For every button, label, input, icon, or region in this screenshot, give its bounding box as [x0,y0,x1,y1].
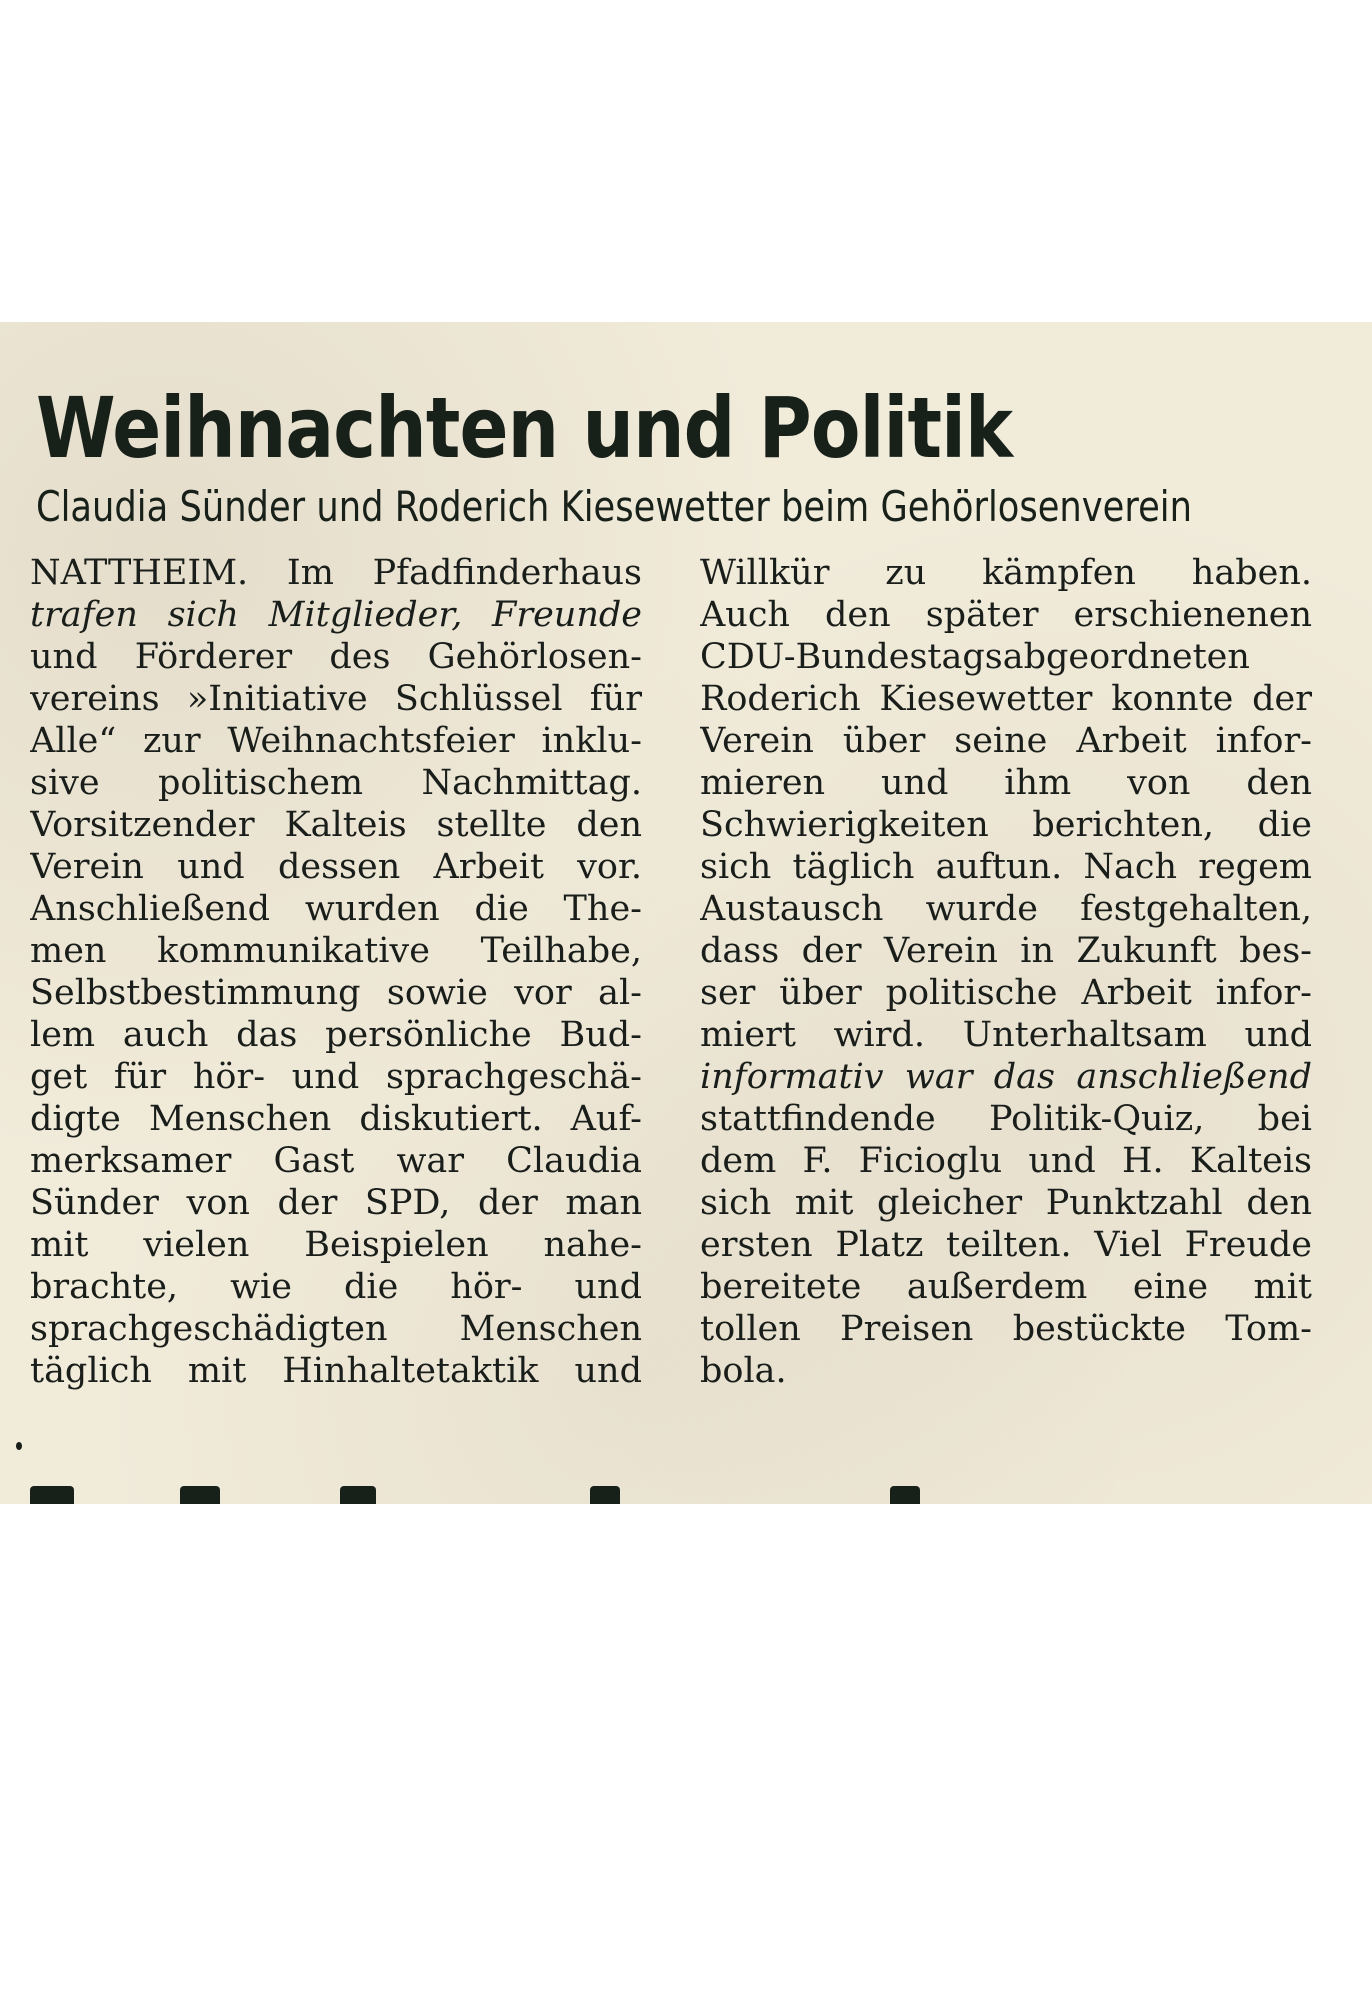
article-line: merksamer Gast war Claudia [30,1141,642,1181]
newspaper-clipping [0,322,1372,1504]
article-line: trafen sich Mitglieder, Freunde [30,595,642,635]
article-line: CDU-Bundestagsabgeordneten [700,637,1250,677]
article-line: brachte, wie die hör- und [30,1267,642,1307]
article-line: digte Menschen diskutiert. Auf- [30,1099,642,1139]
article-subheadline: Claudia Sünder und Roderich Kiesewetter beim Gehörlosenverein [36,482,1192,531]
article-line: Auch den später erschienenen [700,595,1312,635]
article-line: get für hör- und sprachgeschä- [30,1057,642,1097]
article-line: bereitete außerdem eine mit [700,1267,1312,1307]
article-line: informativ war das anschließend [700,1057,1312,1097]
article-line: Schwierigkeiten berichten, die [700,805,1312,845]
article-line: Anschließend wurden die The- [30,889,642,929]
article-line: Willkür zu kämpfen haben. [700,553,1312,593]
article-line: sprachgeschädigten Menschen [30,1309,642,1349]
article-line: mieren und ihm von den [700,763,1312,803]
article-line: miert wird. Unterhaltsam und [700,1015,1312,1055]
article-line: sive politischem Nachmittag. [30,763,642,803]
article-line: dem F. Ficioglu und H. Kalteis [700,1141,1312,1181]
article-line: Austausch wurde festgehalten, [700,889,1312,929]
article-line: NATTHEIM. Im Pfadfinderhaus [30,553,642,593]
article-headline: Weihnachten und Politik [36,379,1013,477]
article-line: Selbstbestimmung sowie vor al- [30,973,642,1013]
article-line: Verein über seine Arbeit infor- [700,721,1312,761]
article-line: ersten Platz teilten. Viel Freude [700,1225,1312,1265]
article-line: sich täglich auftun. Nach regem [700,847,1312,887]
article-column-left [30,552,642,1392]
article-line: ser über politische Arbeit infor- [700,973,1312,1013]
article-line: stattfindende Politik-Quiz, bei [700,1099,1312,1139]
article-line: bola. [700,1351,787,1391]
next-article-headline-fragment [30,1486,930,1504]
article-line: sich mit gleicher Punktzahl den [700,1183,1312,1223]
article-line: tollen Preisen bestückte Tom- [700,1309,1312,1349]
print-speck [16,1442,22,1450]
article-line: Sünder von der SPD, der man [30,1183,642,1223]
article-line: Verein und dessen Arbeit vor. [30,847,642,887]
article-line: Vorsitzender Kalteis stellte den [30,805,642,845]
article-line: mit vielen Beispielen nahe- [30,1225,642,1265]
article-column-right [700,552,1312,1392]
article-line: vereins »Initiative Schlüssel für [30,679,642,719]
article-line: men kommunikative Teilhabe, [30,931,642,971]
article-line: und Förderer des Gehörlosen- [30,637,642,677]
article-line: dass der Verein in Zukunft bes- [700,931,1312,971]
article-line: Roderich Kiesewetter konnte der [700,679,1312,719]
article-line: Alle“ zur Weihnachtsfeier inklu- [30,721,642,761]
article-line: lem auch das persönliche Bud- [30,1015,642,1055]
article-line: täglich mit Hinhaltetaktik und [30,1351,642,1391]
